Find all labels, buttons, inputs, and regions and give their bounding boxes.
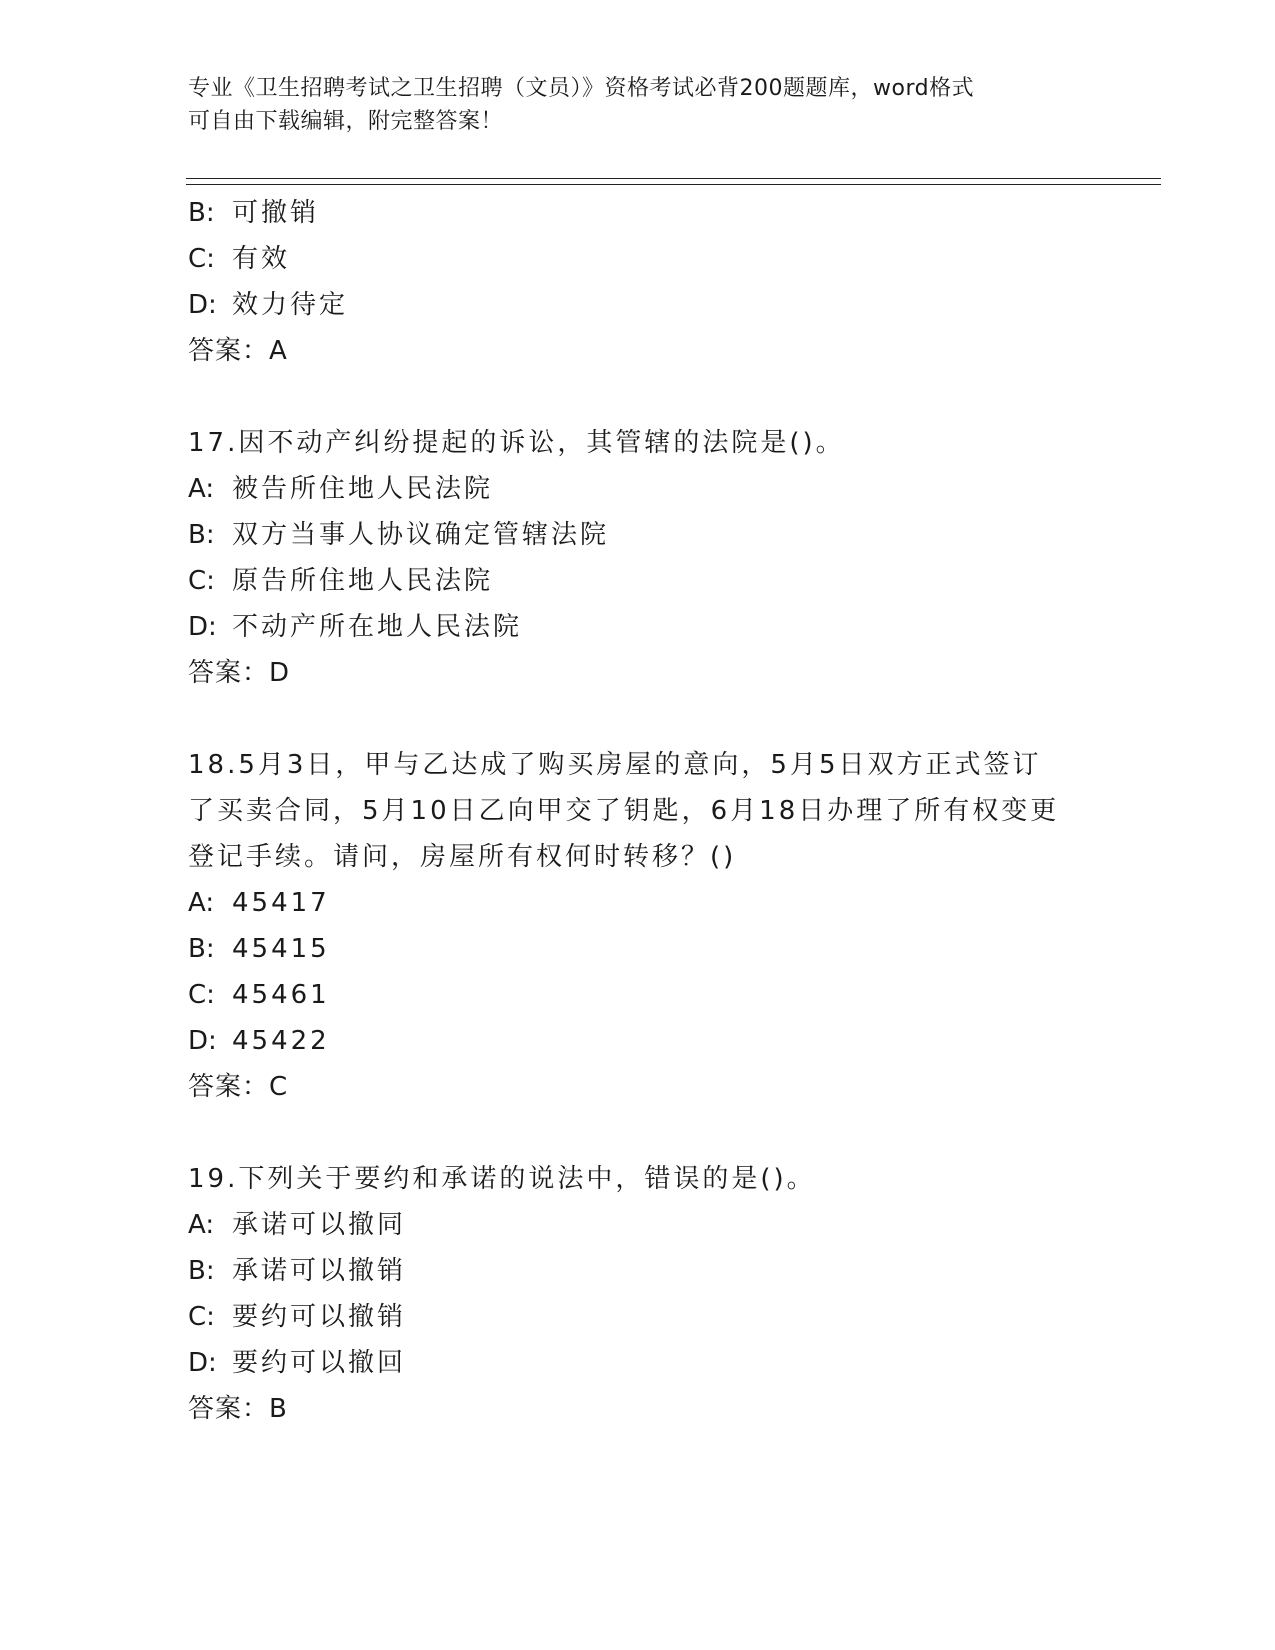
spacer — [188, 374, 1088, 420]
option-key: A: — [188, 474, 215, 504]
option-text: 被告所住地人民法院 — [232, 474, 494, 504]
option-key: D: — [188, 612, 217, 642]
option-key: C: — [188, 566, 215, 596]
answer: 答案：D — [188, 658, 291, 688]
spacer — [188, 696, 1088, 742]
question-stem: 17.因不动产纠纷提起的诉讼，其管辖的法院是()。 — [188, 428, 845, 458]
option-key: C: — [188, 244, 215, 274]
question-stem-line-3: 登记手续。请问，房屋所有权何时转移？() — [188, 842, 737, 872]
option-key: B: — [188, 934, 215, 964]
header-line-2: 可自由下载编辑，附完整答案！ — [188, 109, 504, 134]
option-b — [188, 512, 1088, 558]
answer: 答案：B — [188, 1394, 288, 1424]
option-b — [188, 1248, 1088, 1294]
option-text: 不动产所在地人民法院 — [232, 612, 523, 642]
answer: 答案：A — [188, 336, 288, 366]
question-17 — [188, 420, 1088, 696]
option-text: 效力待定 — [232, 290, 349, 320]
option-text: 要约可以撤回 — [232, 1348, 407, 1378]
question-18 — [188, 742, 1088, 1110]
option-key: A: — [188, 1210, 215, 1240]
answer: 答案：C — [188, 1072, 289, 1102]
option-d — [188, 1340, 1088, 1386]
question-16 — [188, 190, 1088, 374]
option-c — [188, 1294, 1088, 1340]
option-key: D: — [188, 290, 217, 320]
option-c — [188, 558, 1088, 604]
option-text: 有效 — [232, 244, 291, 274]
spacer — [188, 1110, 1088, 1156]
option-d — [188, 1018, 1088, 1064]
question-19 — [188, 1156, 1088, 1432]
option-d — [188, 604, 1088, 650]
option-text: 45417 — [232, 888, 330, 918]
option-key: B: — [188, 520, 215, 550]
option-text: 原告所住地人民法院 — [232, 566, 494, 596]
option-text: 要约可以撤销 — [232, 1302, 407, 1332]
question-stem-line-2: 了买卖合同，5月10日乙向甲交了钥匙，6月18日办理了所有权变更 — [188, 796, 1060, 826]
option-d — [188, 282, 1088, 328]
option-key: C: — [188, 980, 215, 1010]
option-key: A: — [188, 888, 215, 918]
option-key: B: — [188, 198, 215, 228]
document-header — [188, 72, 1068, 138]
option-b — [188, 190, 1088, 236]
option-a — [188, 466, 1088, 512]
question-stem: 19.下列关于要约和承诺的说法中，错误的是()。 — [188, 1164, 816, 1194]
option-text: 双方当事人协议确定管辖法院 — [232, 520, 610, 550]
option-a — [188, 880, 1088, 926]
option-key: D: — [188, 1026, 217, 1056]
header-divider-top — [186, 178, 1161, 179]
header-line-1: 专业《卫生招聘考试之卫生招聘（文员）》资格考试必背200题题库，word格式 — [188, 76, 975, 101]
header-divider-bottom — [186, 184, 1161, 185]
option-text: 承诺可以撤销 — [232, 1256, 407, 1286]
option-c — [188, 236, 1088, 282]
option-text: 45461 — [232, 980, 330, 1010]
option-b — [188, 926, 1088, 972]
option-text: 45422 — [232, 1026, 330, 1056]
option-key: B: — [188, 1256, 215, 1286]
option-key: D: — [188, 1348, 217, 1378]
option-key: C: — [188, 1302, 215, 1332]
option-text: 可撤销 — [232, 198, 320, 228]
question-stem-line-1: 18.5月3日，甲与乙达成了购买房屋的意向，5月5日双方正式签订 — [188, 750, 1042, 780]
option-text: 承诺可以撤同 — [232, 1210, 407, 1240]
option-text: 45415 — [232, 934, 330, 964]
option-a — [188, 1202, 1088, 1248]
option-c — [188, 972, 1088, 1018]
question-list — [188, 190, 1088, 1432]
